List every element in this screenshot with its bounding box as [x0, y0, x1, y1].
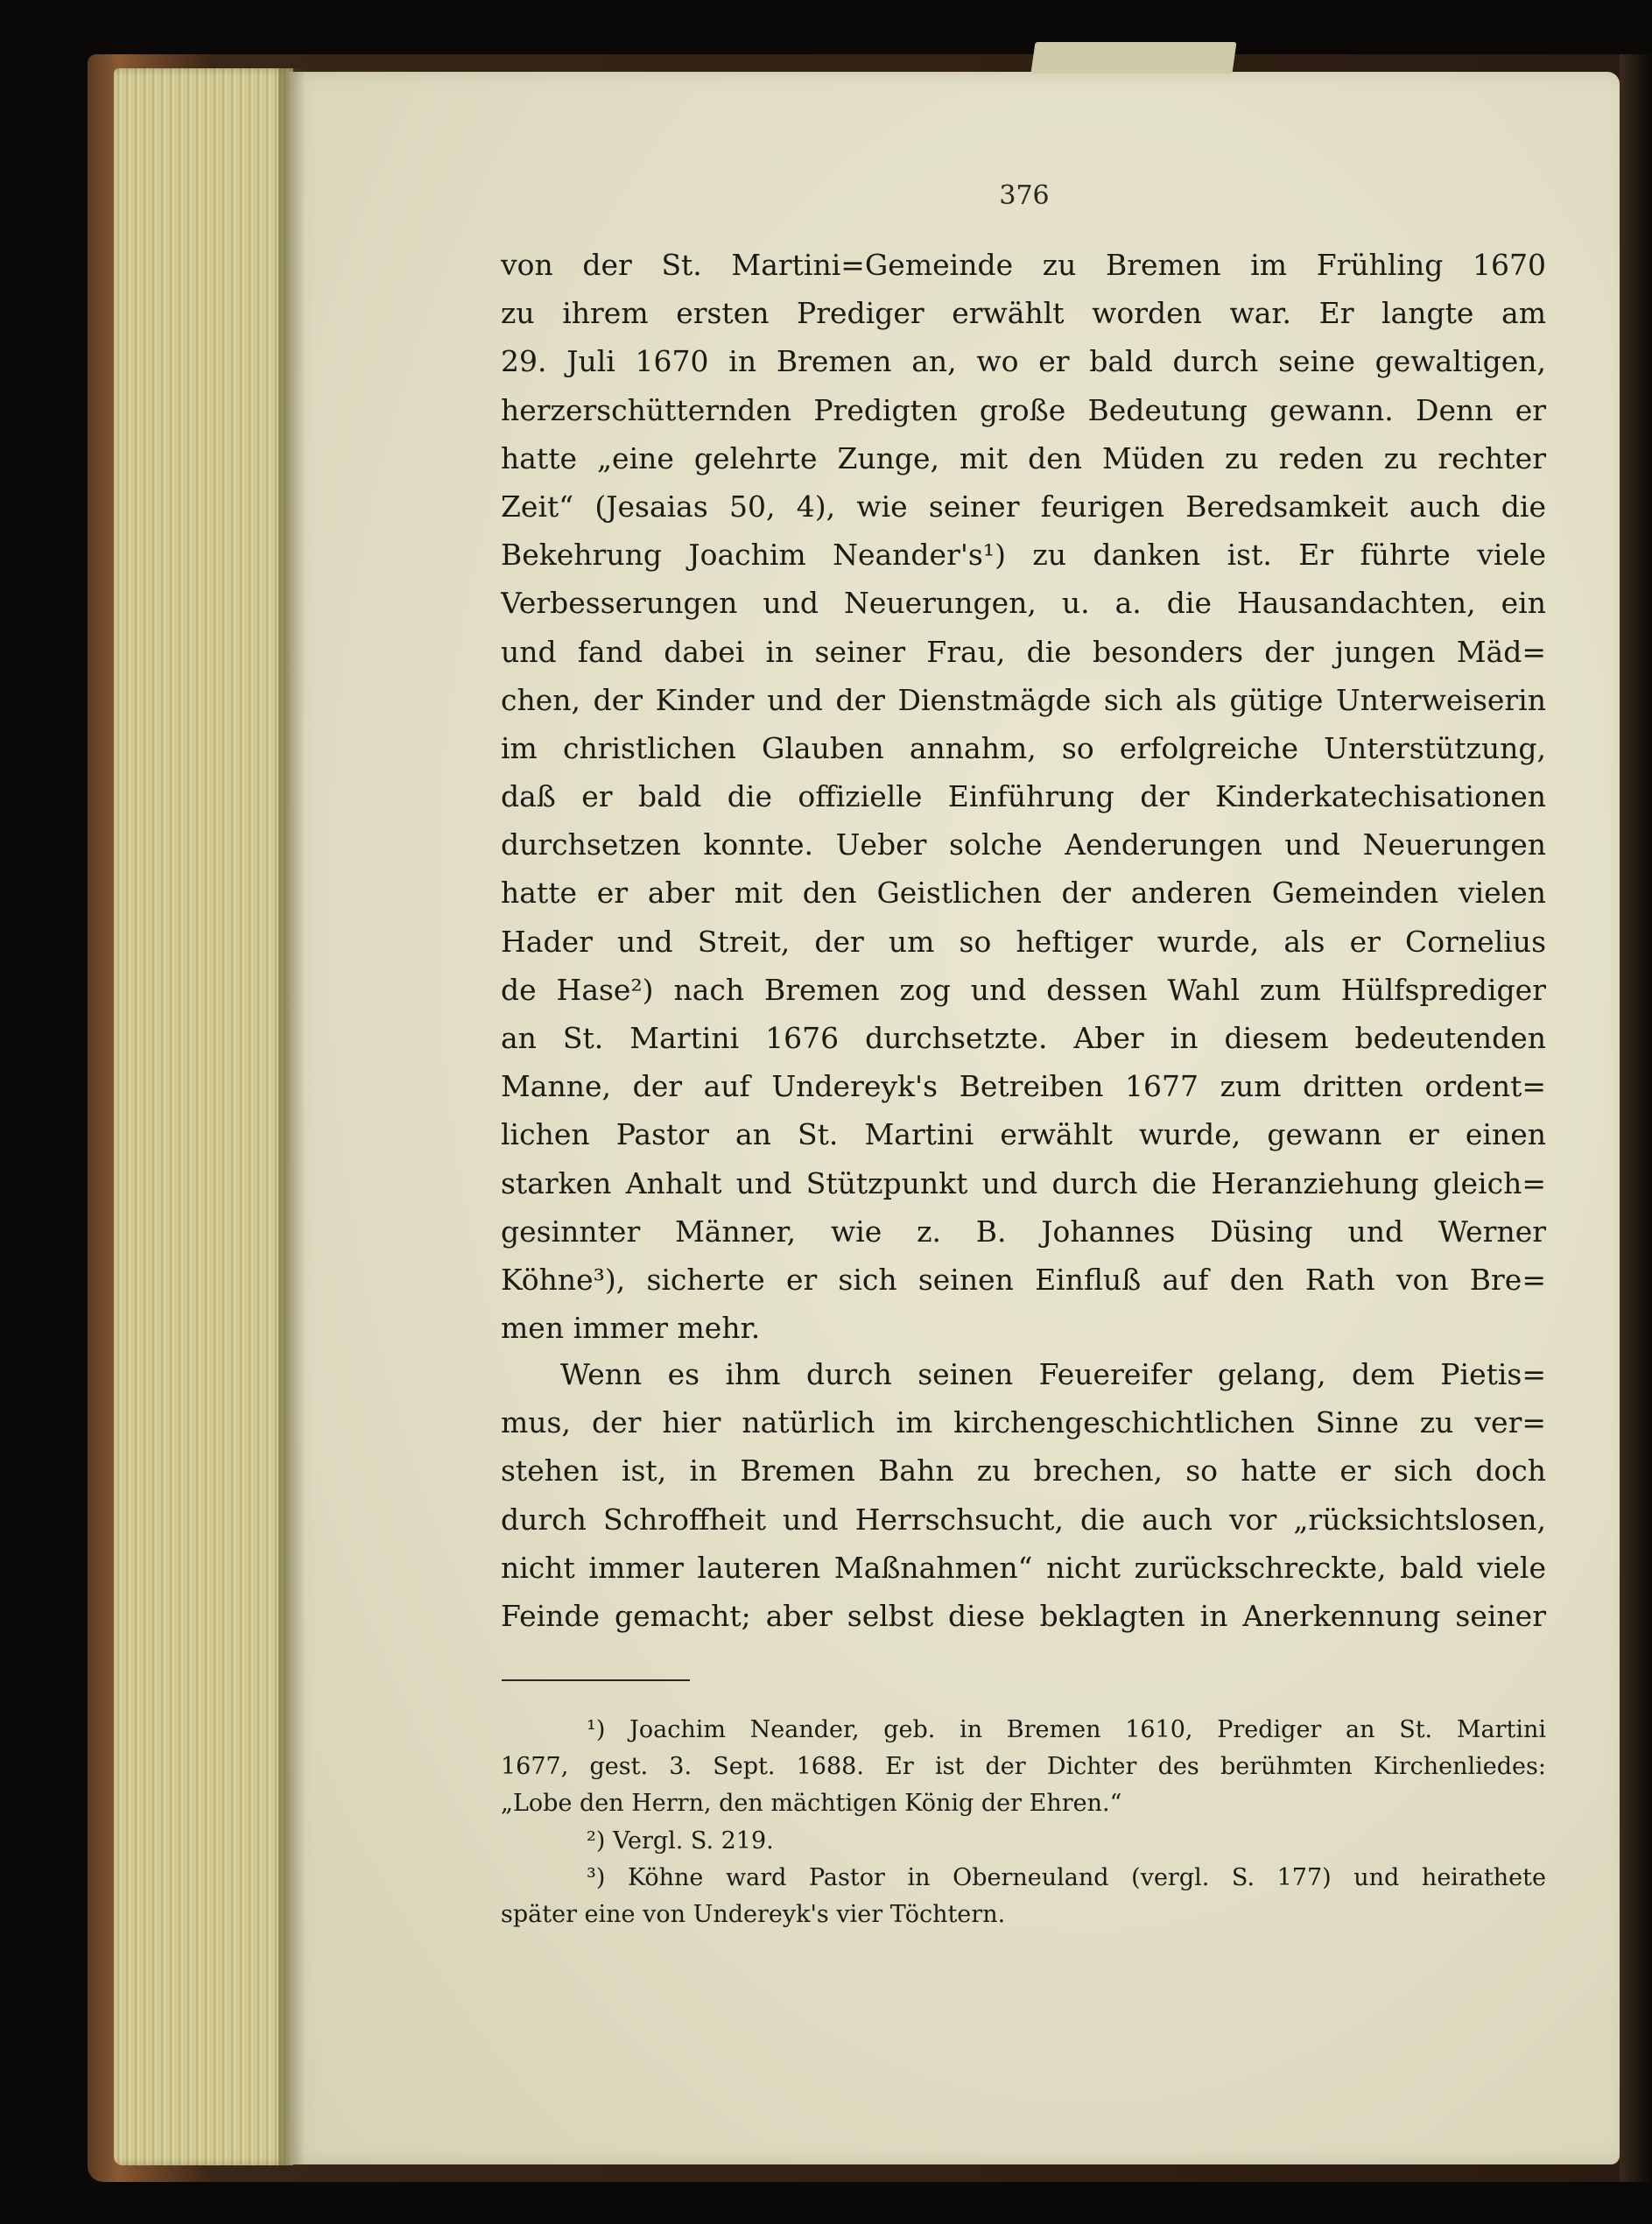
text-line: herzerschütternden Predigten große Bedeutung gewann. Denn er: [501, 392, 1546, 427]
text-line: starken Anhalt und Stützpunkt und durch die Heranziehung gleich=: [501, 1165, 1546, 1200]
text-line: Köhne³), sicherte er sich seinen Einfluß auf den Rath von Bre=: [501, 1262, 1546, 1297]
scan-border-right: [1620, 54, 1652, 2182]
footnote-line: später eine von Undereyk's vier Töchtern.: [501, 1900, 1006, 1928]
text-line: Verbesserungen und Neuerungen, u. a. die Hausandachten, ein: [501, 586, 1546, 621]
text-line: Feinde gemacht; aber selbst diese beklagten in Anerkennung seiner: [501, 1598, 1546, 1633]
text-line: stehen ist, in Bremen Bahn zu brechen, so hatte er sich doch: [501, 1453, 1546, 1489]
text-line: lichen Pastor an St. Martini erwählt wurde, gewann er einen: [501, 1117, 1546, 1152]
page-edges-stack: [114, 68, 293, 2165]
text-line: chen, der Kinder und der Dienstmägde sich als gütige Unterweiserin: [501, 682, 1546, 717]
footnote-line: ²) Vergl. S. 219.: [587, 1826, 774, 1855]
text-line: Hader und Streit, der um so heftiger wurde, als er Cornelius: [501, 924, 1546, 959]
footnote-line: „Lobe den Herrn, den mächtigen König der Ehren.“: [501, 1790, 1122, 1818]
text-line: Wenn es ihm durch seinen Feuereifer gelang, dem Pietis=: [560, 1357, 1546, 1391]
text-line: de Hase²) nach Bremen zog und dessen Wahl zum Hülfsprediger: [501, 972, 1546, 1007]
text-line: mus, der hier natürlich im kirchengeschichtlichen Sinne zu ver=: [501, 1405, 1546, 1440]
footnote-line: ¹) Joachim Neander, geb. in Bremen 1610, Prediger an St. Martini: [587, 1716, 1546, 1743]
paragraph-2: [501, 1350, 1546, 1640]
gutter-shadow: [278, 68, 305, 2165]
text-line: daß er bald die offizielle Einführung der Kinderkatechisationen: [501, 779, 1546, 814]
footnote-line: 1677, gest. 3. Sept. 1688. Er ist der Dichter des berühmten Kirchenliedes:: [501, 1753, 1546, 1781]
page-number: 376: [999, 180, 1050, 211]
text-line: zu ihrem ersten Prediger erwählt worden war. Er langte am: [501, 296, 1546, 331]
footnote-line: ³) Köhne ward Pastor in Oberneuland (vergl. S. 177) und heirathete: [587, 1863, 1546, 1891]
text-line: men immer mehr.: [501, 1311, 761, 1346]
torn-page-edge: [1030, 42, 1236, 74]
text-line: Zeit“ (Jesaias 50, 4), wie seiner feurigen Beredsamkeit auch die: [501, 489, 1546, 524]
footnote-divider: [502, 1679, 690, 1681]
text-line: 29. Juli 1670 in Bremen an, wo er bald durch seine gewaltigen,: [501, 344, 1546, 379]
text-line: durchsetzen konnte. Ueber solche Aenderungen und Neuerungen: [501, 827, 1546, 862]
text-line: Bekehrung Joachim Neander's¹) zu danken ist. Er führte viele: [501, 538, 1546, 573]
text-line: und fand dabei in seiner Frau, die besonders der jungen Mäd=: [501, 634, 1546, 669]
text-line: hatte „eine gelehrte Zunge, mit den Müden zu reden zu rechter: [501, 440, 1546, 475]
text-line: durch Schroffheit und Herrschsucht, die auch vor „rücksichtslosen,: [501, 1502, 1546, 1537]
text-line: Manne, der auf Undereyk's Betreiben 1677 zum dritten ordent=: [501, 1069, 1546, 1104]
text-line: von der St. Martini=Gemeinde zu Bremen im Frühling 1670: [501, 248, 1546, 282]
text-line: nicht immer lauteren Maßnahmen“ nicht zurückschreckte, bald viele: [501, 1550, 1546, 1585]
footnotes: [501, 1712, 1546, 1933]
text-line: gesinnter Männer, wie z. B. Johannes Düsing und Werner: [501, 1214, 1546, 1249]
paragraph-1: [501, 241, 1546, 1352]
text-line: im christlichen Glauben annahm, so erfolgreiche Unterstützung,: [501, 730, 1546, 765]
text-line: hatte er aber mit den Geistlichen der anderen Gemeinden vielen: [501, 876, 1546, 911]
text-line: an St. Martini 1676 durchsetzte. Aber in diesem bedeutenden: [501, 1021, 1546, 1055]
